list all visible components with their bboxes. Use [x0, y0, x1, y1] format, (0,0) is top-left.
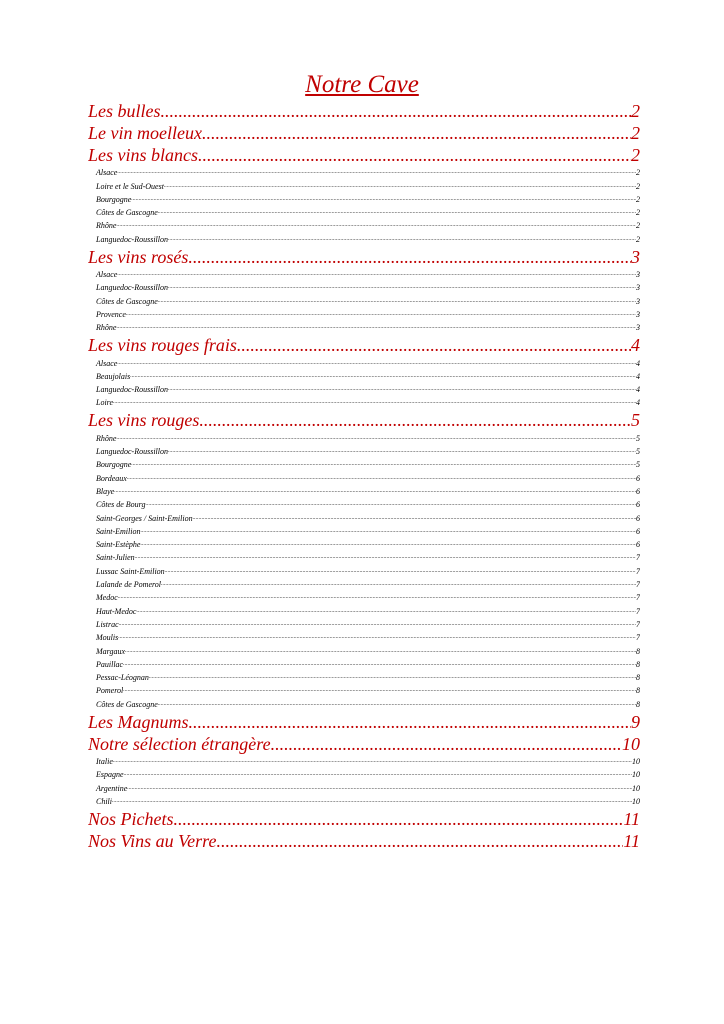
- toc-leader: [168, 233, 636, 246]
- toc-leader: [198, 144, 631, 166]
- toc-entry-page: 6: [636, 486, 640, 496]
- toc-entry-page: 10: [632, 770, 640, 780]
- toc-entry-page: 7: [636, 593, 640, 603]
- toc-entry-label: Bourgogne: [96, 460, 132, 470]
- toc-entry-page: 10: [632, 756, 640, 766]
- toc-entry-page: 3: [636, 296, 640, 306]
- toc-entry-page: 4: [636, 385, 640, 395]
- toc-entry-label: Moulis: [96, 633, 119, 643]
- toc-section-page: 5: [631, 410, 640, 431]
- toc-section-label: Les vins rouges frais: [88, 335, 237, 356]
- toc-entry-page: 3: [636, 323, 640, 333]
- toc-entry[interactable]: [88, 618, 640, 631]
- toc-section[interactable]: [88, 808, 640, 830]
- toc-entry-label: Rhône: [96, 221, 117, 231]
- toc-leader: [161, 578, 636, 591]
- toc-section[interactable]: [88, 122, 640, 144]
- toc-section-page: 3: [631, 246, 640, 267]
- toc-entry[interactable]: [88, 383, 640, 396]
- toc-entry[interactable]: [88, 458, 640, 471]
- toc-entry[interactable]: [88, 498, 640, 511]
- toc-entry-label: Espagne: [96, 770, 124, 780]
- toc-leader: [168, 281, 636, 294]
- toc-entry-page: 2: [636, 208, 640, 218]
- toc-leader: [202, 122, 631, 144]
- toc-entry[interactable]: [88, 294, 640, 307]
- toc-leader: [140, 525, 636, 538]
- toc-entry-page: 6: [636, 526, 640, 536]
- toc-leader: [113, 396, 636, 409]
- toc-entry-label: Loire et le Sud-Ouest: [96, 181, 164, 191]
- toc-entry-page: 7: [636, 566, 640, 576]
- toc-entry-page: 2: [636, 168, 640, 178]
- toc-entry-page: 2: [636, 234, 640, 244]
- toc-entry-label: Saint-Estèphe: [96, 540, 141, 550]
- toc-entry-label: Beaujolais: [96, 371, 131, 381]
- toc-entry-label: Languedoc-Roussillon: [96, 234, 168, 244]
- toc-section[interactable]: [88, 246, 640, 268]
- toc-entry-page: 4: [636, 398, 640, 408]
- toc-entry-label: Pauillac: [96, 659, 124, 669]
- toc-section-label: Notre sélection étrangère: [88, 733, 271, 754]
- toc-leader: [164, 180, 636, 193]
- toc-section-label: Les vins blancs: [88, 145, 198, 165]
- toc-leader: [126, 308, 636, 321]
- toc-entry[interactable]: [88, 321, 640, 334]
- toc-entry-label: Côtes de Bourg: [96, 500, 146, 510]
- toc-entry-label: Alsace: [96, 358, 118, 368]
- toc-leader: [145, 498, 636, 511]
- toc-leader: [135, 551, 636, 564]
- toc-leader: [149, 671, 636, 684]
- toc-leader: [117, 268, 636, 281]
- toc-section[interactable]: [88, 334, 640, 356]
- toc-entry[interactable]: [88, 525, 640, 538]
- toc-section-label: Nos Pichets: [88, 808, 174, 829]
- toc-entry-page: 5: [636, 460, 640, 470]
- toc-leader: [168, 383, 636, 396]
- toc-leader: [119, 618, 636, 631]
- toc-entry[interactable]: [88, 768, 640, 781]
- toc-entry-page: 5: [636, 447, 640, 457]
- toc-entry-page: 7: [636, 619, 640, 629]
- toc-section-page: 2: [631, 101, 640, 121]
- toc-leader: [271, 733, 622, 755]
- toc-entry[interactable]: [88, 781, 640, 794]
- toc-section-page: 2: [631, 123, 640, 143]
- toc-entry-page: 6: [636, 513, 640, 523]
- table-of-contents: [88, 100, 640, 852]
- toc-entry-label: Listrac: [96, 619, 119, 629]
- toc-entry-label: Languedoc-Roussillon: [96, 385, 168, 395]
- toc-entry-page: 3: [636, 283, 640, 293]
- toc-entry[interactable]: [88, 644, 640, 657]
- toc-entry-page: 8: [636, 673, 640, 683]
- toc-entry[interactable]: [88, 471, 640, 484]
- toc-entry-page: 7: [636, 580, 640, 590]
- toc-entry-label: Languedoc-Roussillon: [96, 283, 168, 293]
- toc-leader: [130, 370, 636, 383]
- page-title: Notre Cave: [305, 71, 419, 98]
- toc-entry[interactable]: [88, 219, 640, 232]
- toc-entry-label: Lalande de Pomerol: [96, 580, 162, 590]
- toc-leader: [237, 334, 631, 356]
- toc-entry-label: Bordeaux: [96, 473, 127, 483]
- toc-entry[interactable]: [88, 193, 640, 206]
- toc-entry-label: Provence: [96, 309, 126, 319]
- toc-entry-label: Pessac-Léognan: [96, 673, 149, 683]
- toc-leader: [136, 605, 636, 618]
- toc-entry-label: Blaye: [96, 486, 115, 496]
- toc-entry[interactable]: [88, 684, 640, 697]
- toc-entry-label: Saint-Emilion: [96, 526, 141, 536]
- toc-leader: [158, 295, 636, 308]
- toc-entry-page: 7: [636, 633, 640, 643]
- toc-entry[interactable]: [88, 795, 640, 808]
- toc-entry[interactable]: [88, 308, 640, 321]
- toc-entry[interactable]: [88, 755, 640, 768]
- toc-entry-page: 6: [636, 500, 640, 510]
- toc-entry[interactable]: [88, 658, 640, 671]
- toc-entry[interactable]: [88, 564, 640, 577]
- toc-section-page: 9: [631, 711, 640, 732]
- toc-leader: [131, 458, 636, 471]
- toc-entry[interactable]: [88, 431, 640, 444]
- toc-leader: [116, 432, 636, 445]
- toc-entry-page: 2: [636, 181, 640, 191]
- toc-entry-page: 6: [636, 540, 640, 550]
- toc-section[interactable]: [88, 711, 640, 733]
- toc-entry-label: Côtes de Gascogne: [96, 296, 158, 306]
- toc-entry-page: 2: [636, 221, 640, 231]
- toc-entry[interactable]: [88, 396, 640, 409]
- toc-section-label: Nos Vins au Verre: [88, 830, 217, 851]
- toc-entry-label: Haut-Medoc: [96, 606, 137, 616]
- toc-entry[interactable]: [88, 268, 640, 281]
- toc-leader: [127, 472, 636, 485]
- toc-leader: [117, 166, 636, 179]
- toc-leader: [161, 100, 631, 122]
- toc-leader: [199, 409, 631, 431]
- toc-entry[interactable]: [88, 538, 640, 551]
- toc-leader: [124, 768, 632, 781]
- toc-entry-page: 8: [636, 646, 640, 656]
- toc-leader: [117, 357, 636, 370]
- toc-section-label: Les vins rouges: [88, 410, 200, 431]
- toc-entry-page: 6: [636, 473, 640, 483]
- toc-section-label: Les bulles: [88, 101, 161, 121]
- toc-leader: [116, 219, 636, 232]
- toc-section[interactable]: [88, 733, 640, 755]
- toc-leader: [123, 684, 636, 697]
- toc-entry-label: Languedoc-Roussillon: [96, 447, 168, 457]
- toc-entry-label: Italie: [96, 756, 113, 766]
- toc-leader: [158, 206, 636, 219]
- toc-leader: [112, 795, 632, 808]
- toc-entry-label: Rhône: [96, 323, 117, 333]
- toc-entry[interactable]: [88, 578, 640, 591]
- toc-section-page: 4: [631, 335, 640, 356]
- toc-section-page: 10: [622, 733, 640, 754]
- toc-leader: [165, 565, 636, 578]
- toc-section[interactable]: [88, 409, 640, 431]
- toc-entry-label: Argentine: [96, 783, 128, 793]
- toc-entry[interactable]: [88, 671, 640, 684]
- toc-section-label: Les Magnums: [88, 711, 189, 732]
- toc-leader: [140, 538, 636, 551]
- toc-entry[interactable]: [88, 551, 640, 564]
- toc-entry-page: 8: [636, 686, 640, 696]
- toc-entry[interactable]: [88, 232, 640, 245]
- toc-entry[interactable]: [88, 281, 640, 294]
- toc-entry-label: Rhône: [96, 433, 117, 443]
- toc-entry-page: 2: [636, 194, 640, 204]
- toc-leader: [189, 711, 631, 733]
- toc-entry-label: Bourgogne: [96, 194, 132, 204]
- toc-leader: [188, 246, 631, 268]
- toc-leader: [193, 512, 636, 525]
- toc-entry-page: 4: [636, 371, 640, 381]
- toc-entry[interactable]: [88, 166, 640, 179]
- toc-entry-page: 10: [632, 783, 640, 793]
- toc-section-label: Les vins rosés: [88, 246, 189, 267]
- toc-entry[interactable]: [88, 591, 640, 604]
- toc-entry-page: 8: [636, 659, 640, 669]
- toc-leader: [113, 755, 632, 768]
- toc-entry-label: Côtes de Gascogne: [96, 699, 158, 709]
- toc-entry-label: Côtes de Gascogne: [96, 208, 158, 218]
- toc-section-label: Le vin moelleux: [88, 123, 202, 143]
- toc-entry-label: Saint-Julien: [96, 553, 135, 563]
- toc-leader: [116, 321, 636, 334]
- toc-entry[interactable]: [88, 485, 640, 498]
- toc-leader: [168, 445, 636, 458]
- toc-entry-page: 3: [636, 270, 640, 280]
- toc-entry-page: 10: [632, 796, 640, 806]
- toc-entry-label: Chili: [96, 796, 113, 806]
- toc-entry[interactable]: [88, 206, 640, 219]
- toc-leader: [131, 193, 636, 206]
- toc-entry-label: Saint-Georges / Saint-Emilion: [96, 513, 193, 523]
- toc-entry-label: Pomerol: [96, 686, 124, 696]
- toc-entry-page: 3: [636, 309, 640, 319]
- toc-section-page: 11: [623, 830, 640, 851]
- toc-leader: [158, 698, 636, 711]
- toc-entry[interactable]: [88, 370, 640, 383]
- toc-entry[interactable]: [88, 631, 640, 644]
- toc-section[interactable]: [88, 144, 640, 166]
- toc-leader: [118, 631, 636, 644]
- toc-section-page: 11: [623, 808, 640, 829]
- toc-section-page: 2: [631, 145, 640, 165]
- toc-leader: [114, 485, 636, 498]
- toc-entry-label: Loire: [96, 398, 114, 408]
- toc-entry-page: 7: [636, 553, 640, 563]
- toc-entry[interactable]: [88, 697, 640, 710]
- toc-entry-label: Alsace: [96, 168, 118, 178]
- toc-entry[interactable]: [88, 445, 640, 458]
- toc-entry-label: Medoc: [96, 593, 118, 603]
- toc-entry-page: 4: [636, 358, 640, 368]
- toc-entry[interactable]: [88, 511, 640, 524]
- toc-section[interactable]: [88, 100, 640, 122]
- toc-entry-page: 8: [636, 699, 640, 709]
- toc-leader: [174, 808, 624, 830]
- toc-entry-label: Alsace: [96, 270, 118, 280]
- toc-leader: [127, 782, 632, 795]
- toc-entry-label: Margaux: [96, 646, 126, 656]
- toc-entry[interactable]: [88, 356, 640, 369]
- toc-section[interactable]: [88, 830, 640, 852]
- toc-entry-label: Lussac Saint-Emilion: [96, 566, 165, 576]
- toc-entry-page: 7: [636, 606, 640, 616]
- toc-entry[interactable]: [88, 179, 640, 192]
- toc-entry[interactable]: [88, 604, 640, 617]
- toc-leader: [123, 658, 636, 671]
- toc-leader: [125, 645, 636, 658]
- toc-leader: [217, 830, 624, 852]
- toc-entry-page: 5: [636, 433, 640, 443]
- toc-leader: [118, 591, 636, 604]
